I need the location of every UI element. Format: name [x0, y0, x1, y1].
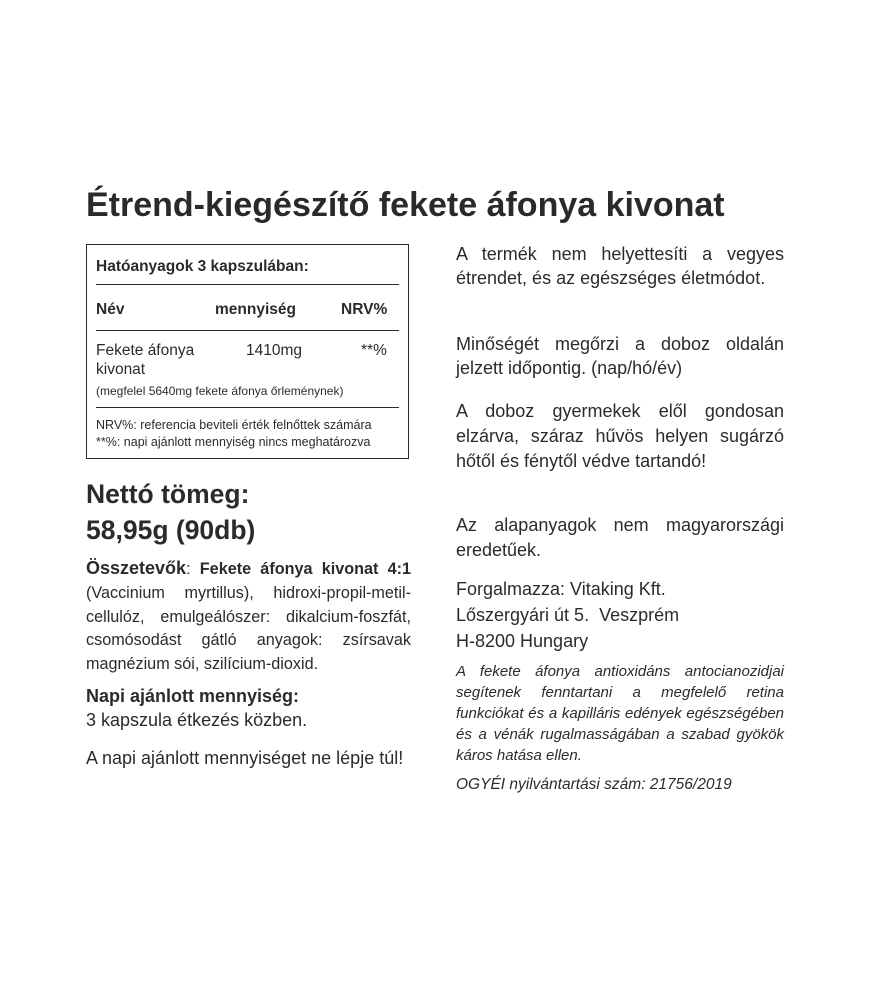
- ingredient-name-line2: kivonat: [96, 361, 146, 378]
- right-paragraph-3: A doboz gyermekek elől gondosan elzárva, száraz hűvös helyen sugárzó hőtől és fénytől védve tartandó!: [456, 401, 784, 471]
- ingredient-nrv: **%: [361, 342, 387, 359]
- table-rule: [96, 284, 399, 285]
- table-rule: [96, 330, 399, 331]
- composition-colon: :: [186, 560, 200, 578]
- right-paragraph-4: Az alapanyagok nem magyarországi eredetűek.: [456, 515, 784, 560]
- column-name: Név: [96, 301, 125, 318]
- net-weight-value: 58,95g (90db): [86, 515, 256, 545]
- column-amount: mennyiség: [215, 301, 296, 318]
- net-weight-label: Nettó tömeg:: [86, 479, 250, 509]
- ingredient-amount: 1410mg: [246, 342, 303, 359]
- page-title: Étrend-kiegészítő fekete áfonya kivonat: [86, 186, 725, 224]
- daily-dose-value: 3 kapszula étkezés közben.: [86, 709, 308, 730]
- warning-text: A napi ajánlott mennyiséget ne lépje túl!: [86, 748, 404, 768]
- registration-number: OGYÉI nyilvántartási szám: 21756/2019: [456, 776, 732, 793]
- footnote-undefined: **%: napi ajánlott mennyiség nincs meghatározva: [96, 435, 371, 449]
- composition-rest: (Vaccinium myrtillus), hidroxi-propil-metil-cellulóz, emulgeálószer: dikalcium-foszfát, csomósodást gátló anyagok: zsírsavak magnézium sói, szilícium-dioxid.: [86, 583, 411, 674]
- daily-dose-label: Napi ajánlott mennyiség:: [86, 686, 300, 706]
- distributor-address: Lőszergyári út 5. Veszprém: [456, 605, 680, 625]
- composition-main-ingredient: Fekete áfonya kivonat 4:1: [199, 560, 412, 578]
- health-claim: A fekete áfonya antioxidáns antocianozidjai segítenek fenntartani a megfelelő retina funkciókat és a kapilláris edények egészségében és a vénák rugalmasságában a szabad gyökök káros hatása ellen.: [456, 663, 784, 764]
- distributor-name: Forgalmazza: Vitaking Kft.: [456, 579, 666, 599]
- ingredients-table: [86, 244, 409, 459]
- composition-label: Összetevők: [86, 558, 187, 578]
- distributor: [456, 576, 796, 654]
- right-paragraph-1: A termék nem helyettesíti a vegyes étrendet, és az egészséges életmódot.: [456, 244, 784, 288]
- column-nrv: NRV%: [341, 301, 388, 318]
- table-rule: [96, 407, 399, 408]
- ingredient-note: (megfelel 5640mg fekete áfonya őrleménynek): [96, 384, 344, 398]
- net-weight: [86, 476, 255, 548]
- footnote-nrv: NRV%: referencia beviteli érték felnőttek számára: [96, 418, 372, 432]
- ingredient-name-line1: Fekete áfonya: [96, 342, 195, 359]
- composition: [86, 557, 411, 677]
- daily-dose: [86, 685, 411, 732]
- table-header: Hatóanyagok 3 kapszulában:: [96, 258, 309, 275]
- distributor-country: H-8200 Hungary: [456, 631, 589, 651]
- right-paragraph-2: Minőségét megőrzi a doboz oldalán jelzett időpontig. (nap/hó/év): [456, 334, 784, 378]
